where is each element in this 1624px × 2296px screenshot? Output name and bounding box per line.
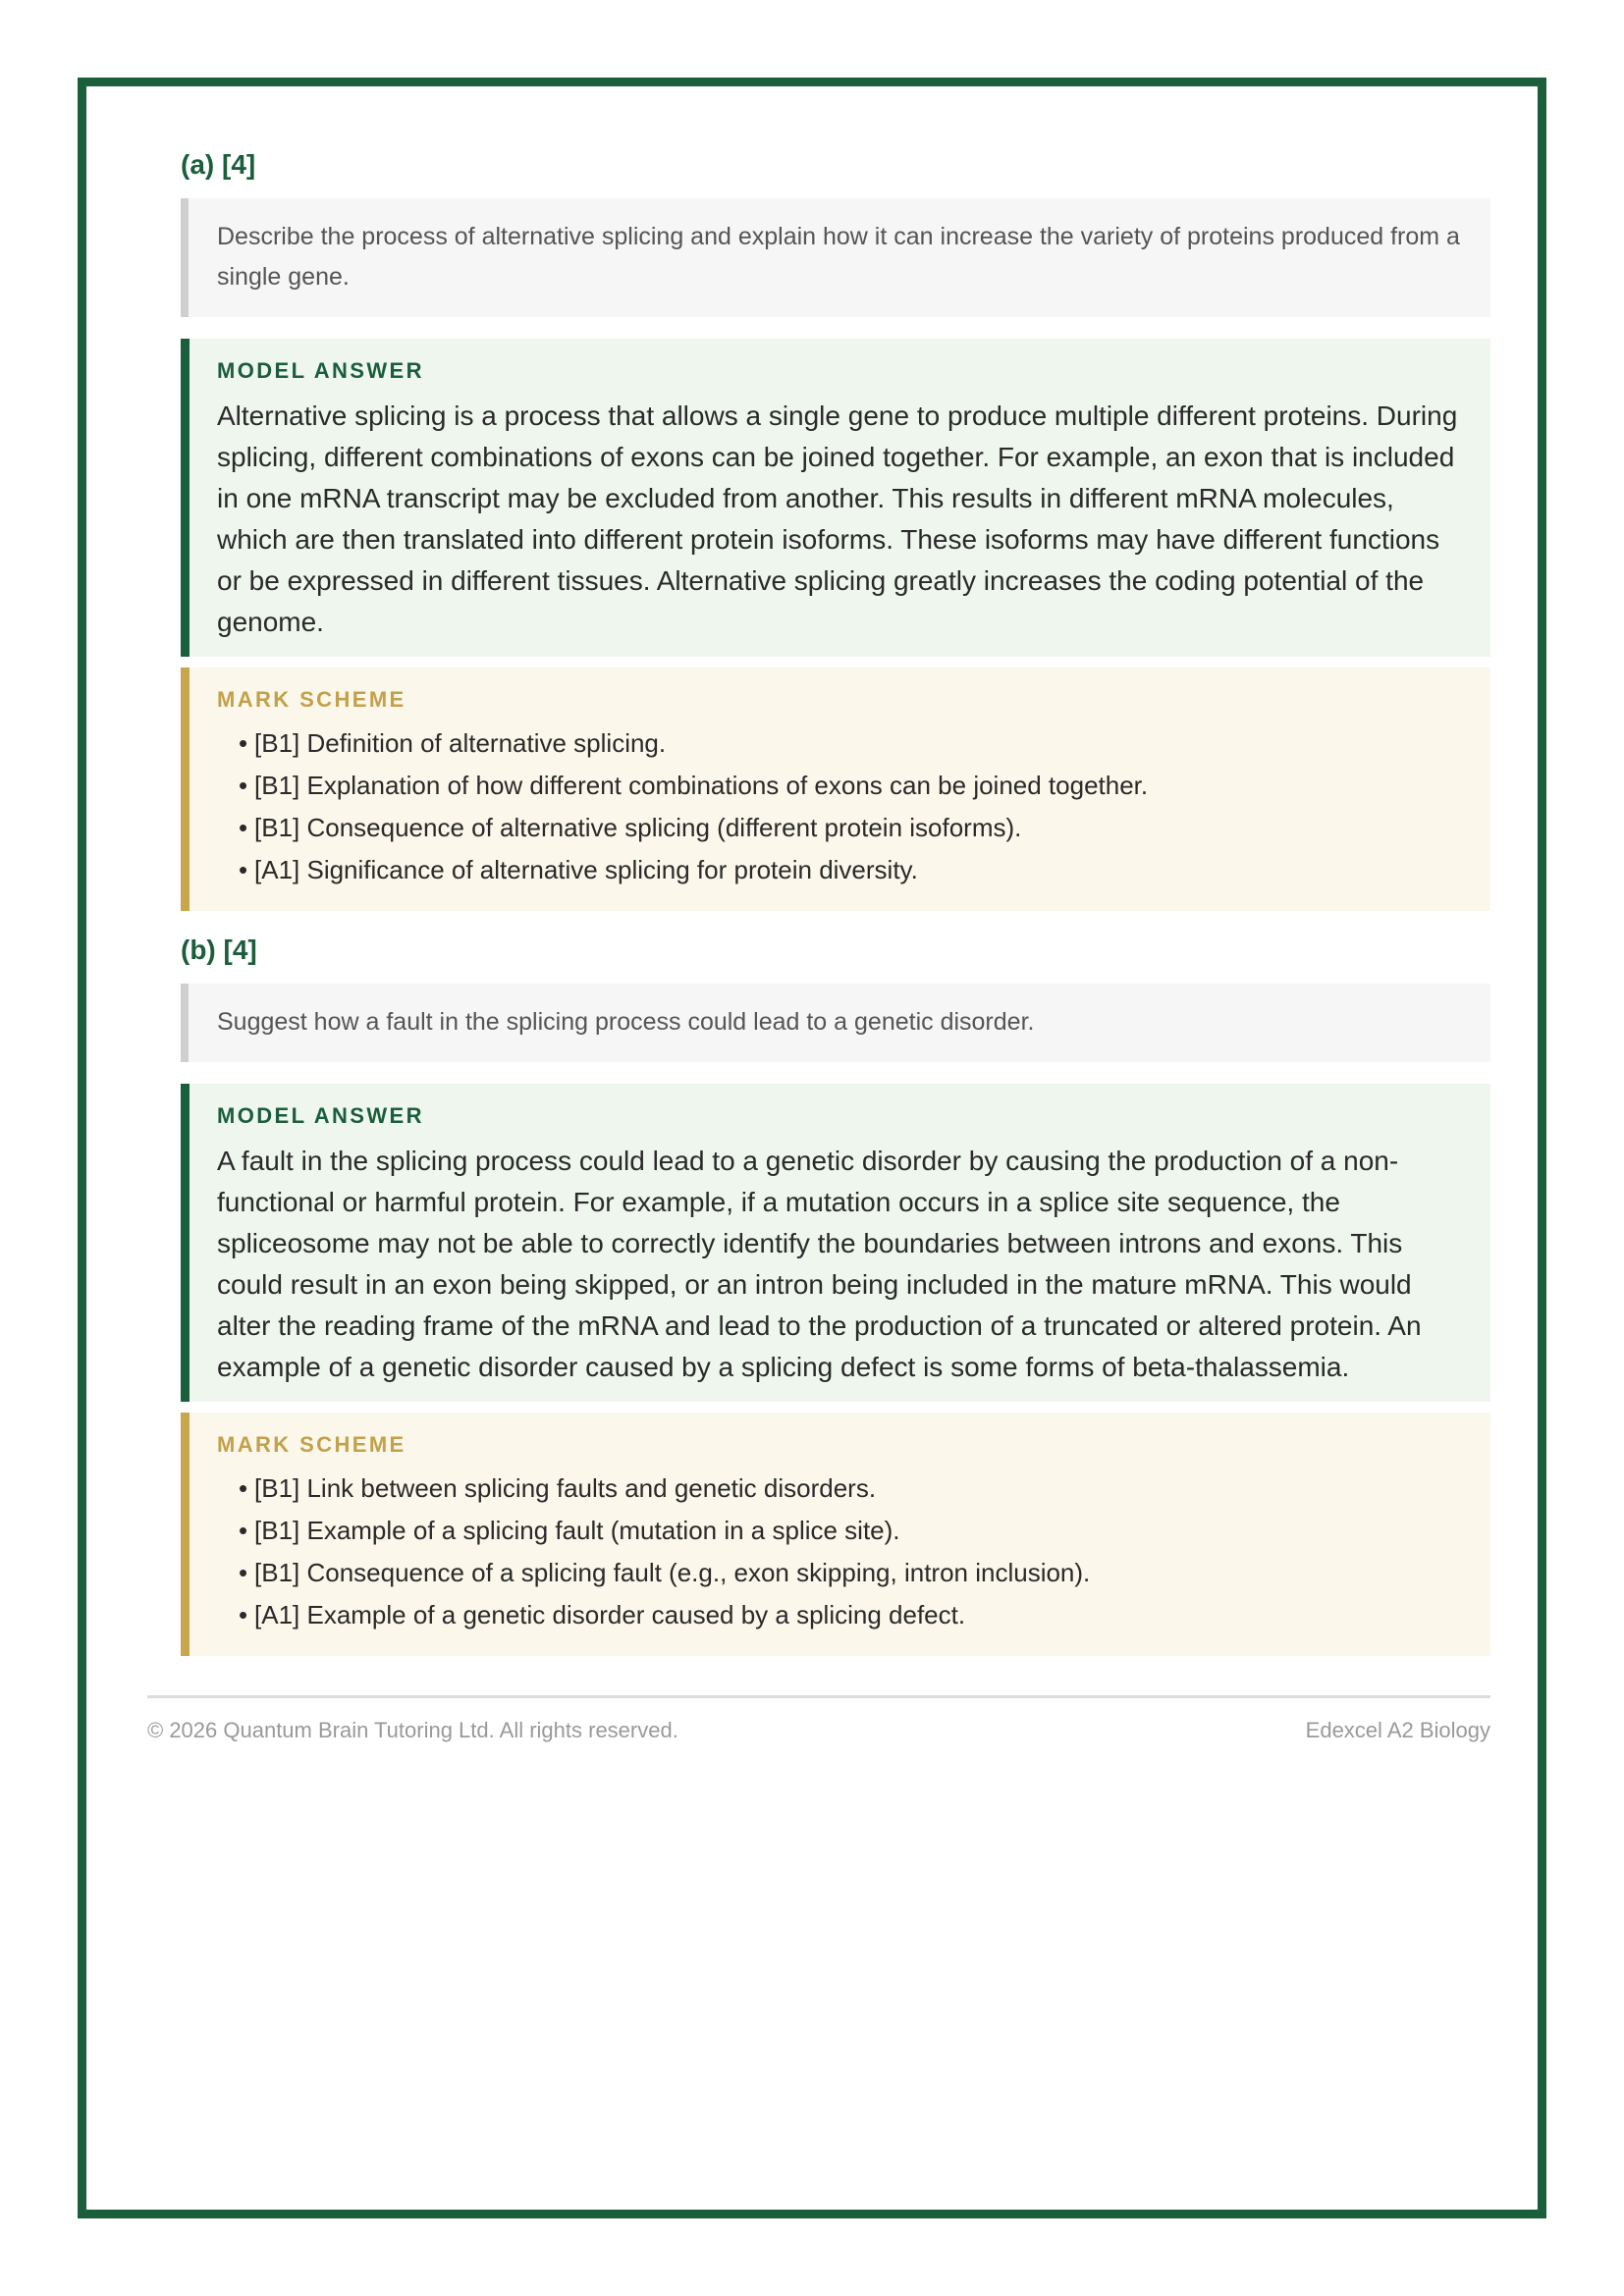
mark-scheme-item: • [B1] Example of a splicing fault (mutation in a splice site). bbox=[239, 1516, 900, 1545]
mark-scheme-box bbox=[181, 667, 1490, 911]
mark-scheme-item: • [B1] Definition of alternative splicing. bbox=[239, 728, 667, 758]
question-part-a bbox=[181, 147, 1490, 911]
question-prompt: Suggest how a fault in the splicing process could lead to a genetic disorder. bbox=[181, 984, 1490, 1062]
mark-scheme-label: MARK SCHEME bbox=[217, 687, 406, 712]
model-answer-label: MODEL ANSWER bbox=[217, 358, 424, 383]
copyright-text: © 2026 Quantum Brain Tutoring Ltd. All rights reserved. bbox=[147, 1718, 678, 1742]
question-part-b bbox=[181, 933, 1490, 1656]
model-answer-text: Alternative splicing is a process that allows a single gene to produce multiple different proteins. During splicing, different combinations of exons can be joined together. For example, an exon that is included in one mRNA transcript may be excluded from another. This results in different mRNA molecules, which are then translated into different protein isoforms. These isoforms may have different functions or be expressed in different tissues. Alternative splicing greatly increases the coding potential of the genome. bbox=[217, 400, 1458, 637]
part-heading: (a) [4] bbox=[181, 149, 256, 180]
mark-scheme-item: • [A1] Significance of alternative splicing for protein diversity. bbox=[239, 855, 918, 884]
model-answer-label: MODEL ANSWER bbox=[217, 1103, 424, 1128]
mark-scheme-item: • [B1] Consequence of a splicing fault (e.g., exon skipping, intron inclusion). bbox=[239, 1558, 1091, 1587]
document-content bbox=[181, 147, 1490, 1678]
page-footer bbox=[147, 1695, 1490, 1745]
model-answer-text: A fault in the splicing process could lead to a genetic disorder by causing the production of a non-functional or harmful protein. For example, if a mutation occurs in a splice site sequence, the spliceosome may not be able to correctly identify the boundaries between introns and exons. This could result in an exon being skipped, or an intron being included in the mature mRNA. This would alter the reading frame of the mRNA and lead to the production of a truncated or altered protein. An example of a genetic disorder caused by a splicing defect is some forms of beta-thalassemia. bbox=[217, 1146, 1422, 1382]
mark-scheme-list bbox=[217, 1468, 1463, 1636]
mark-scheme-box bbox=[181, 1413, 1490, 1656]
course-name: Edexcel A2 Biology bbox=[1305, 1718, 1490, 1742]
mark-scheme-item: • [B1] Link between splicing faults and genetic disorders. bbox=[239, 1473, 877, 1503]
question-prompt: Describe the process of alternative splicing and explain how it can increase the variety of proteins produced from a single gene. bbox=[181, 198, 1490, 317]
model-answer-box bbox=[181, 339, 1490, 657]
part-heading: (b) [4] bbox=[181, 934, 257, 965]
mark-scheme-item: • [B1] Consequence of alternative splicing (different protein isoforms). bbox=[239, 813, 1022, 842]
mark-scheme-item: • [B1] Explanation of how different combinations of exons can be joined together. bbox=[239, 771, 1149, 800]
mark-scheme-label: MARK SCHEME bbox=[217, 1432, 406, 1457]
mark-scheme-list bbox=[217, 722, 1463, 891]
mark-scheme-item: • [A1] Example of a genetic disorder caused by a splicing defect. bbox=[239, 1600, 966, 1629]
model-answer-box bbox=[181, 1084, 1490, 1402]
